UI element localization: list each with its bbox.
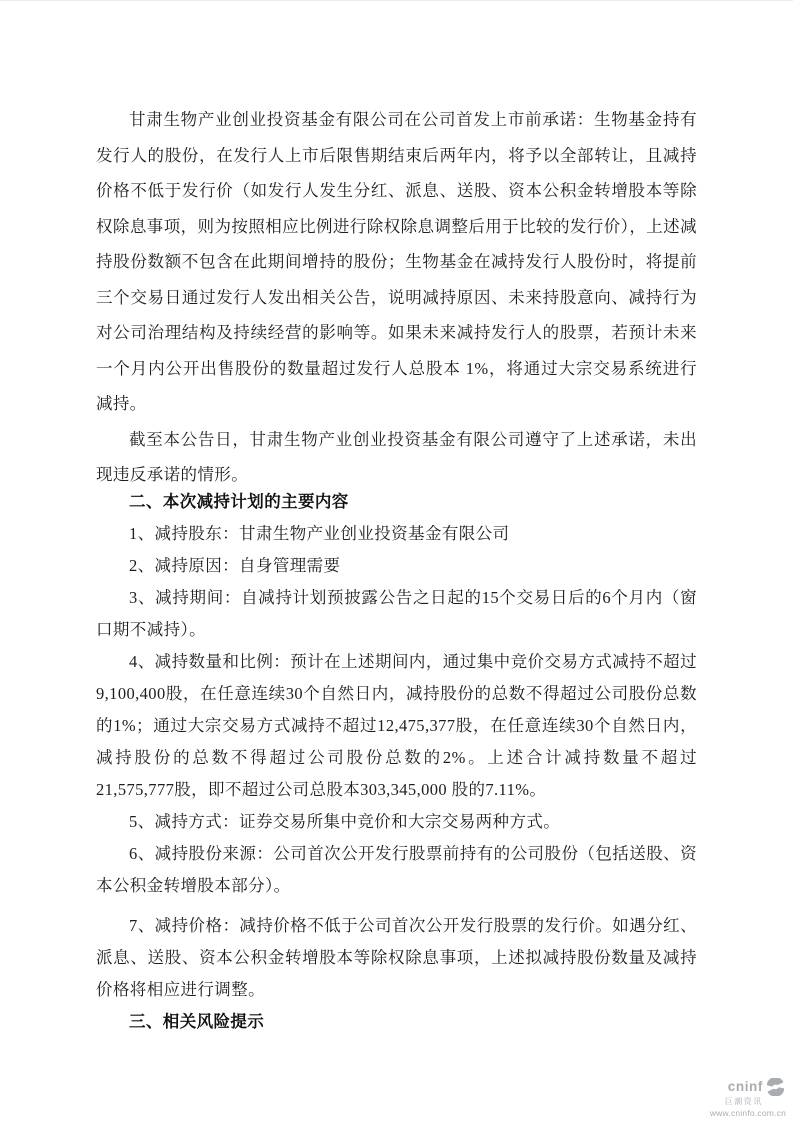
plan-item-reason: 2、减持原因：自身管理需要 [129,555,341,575]
section-plan-content [96,518,697,1006]
cninfo-chinese-name: 巨潮资讯 [724,1097,763,1106]
plan-item-price: 7、减持价格：减持价格不低于公司首次公开发行股票的发行价。如遇分红、派息、送股、资本公积金转增股本等除权除息事项，上述拟减持股份数量及减持价格将相应进行调整。 [96,915,697,999]
plan-item-shareholder: 1、减持股东：甘肃生物产业创业投资基金有限公司 [129,523,510,543]
cninfo-brand-row [704,1078,786,1096]
section2-heading: 二、本次减持计划的主要内容 [129,492,349,511]
paragraph-ipo-commitment: 甘肃生物产业创业投资基金有限公司在公司首发上市前承诺：生物基金持有发行人的股份，在发行人上市后限售期结束后两年内，将予以全部转让，且减持价格不低于发行价（如发行人发生分红、派息、送股、资本公积金转增股本等除权除息事项，则为按照相应比例进行除权除息调整后用于比较的发行价），上述减持股份数额不包含在此期间增持的股份；生物基金在减持发行人股份时，将提前三个交易日通过发行人发出相关公告，说明减持原因、未来持股意向、减持行为对公司治理结构及持续经营的影响等。如果未来减持发行人的股票，若预计未来一个月内公开出售股份的数量超过发行人总股本 1%，将通过大宗交易系统进行减持。 [96,110,697,413]
cninfo-url-text: www.cninfo.com.cn [709,1108,786,1118]
cninfo-brand-text: cninf [727,1079,763,1095]
section3-heading: 三、相关风险提示 [129,1012,265,1031]
document-body [96,102,697,1038]
cninfo-watermark [704,1078,786,1118]
plan-item-quantity-ratio: 4、减持数量和比例：预计在上述期间内，通过集中竞价交易方式减持不超过9,100,400股，在任意连续30个自然日内，减持股份的总数不得超过公司股份总数的1%；通过大宗交易方式减持不超过12,475,377股，在任意连续30个自然日内，减持股份的总数不得超过公司股份总数的2%。上述合计减持数量不超过21,575,777股，即不超过公司总股本303,345,000 股的7.11%。 [96,651,697,799]
plan-item-period: 3、减持期间：自减持计划预披露公告之日起的15个交易日后的6个月内（窗口期不减持）。 [96,587,697,639]
cninfo-swirl-icon [765,1078,786,1096]
plan-item-method: 5、减持方式：证券交易所集中竞价和大宗交易两种方式。 [129,811,561,831]
paragraph-compliance-statement: 截至本公告日，甘肃生物产业创业投资基金有限公司遵守了上述承诺，未出现违反承诺的情形。 [96,429,697,484]
plan-item-share-source: 6、减持股份来源：公司首次公开发行股票前持有的公司股份（包括送股、资本公积金转增股本部分）。 [96,843,697,895]
